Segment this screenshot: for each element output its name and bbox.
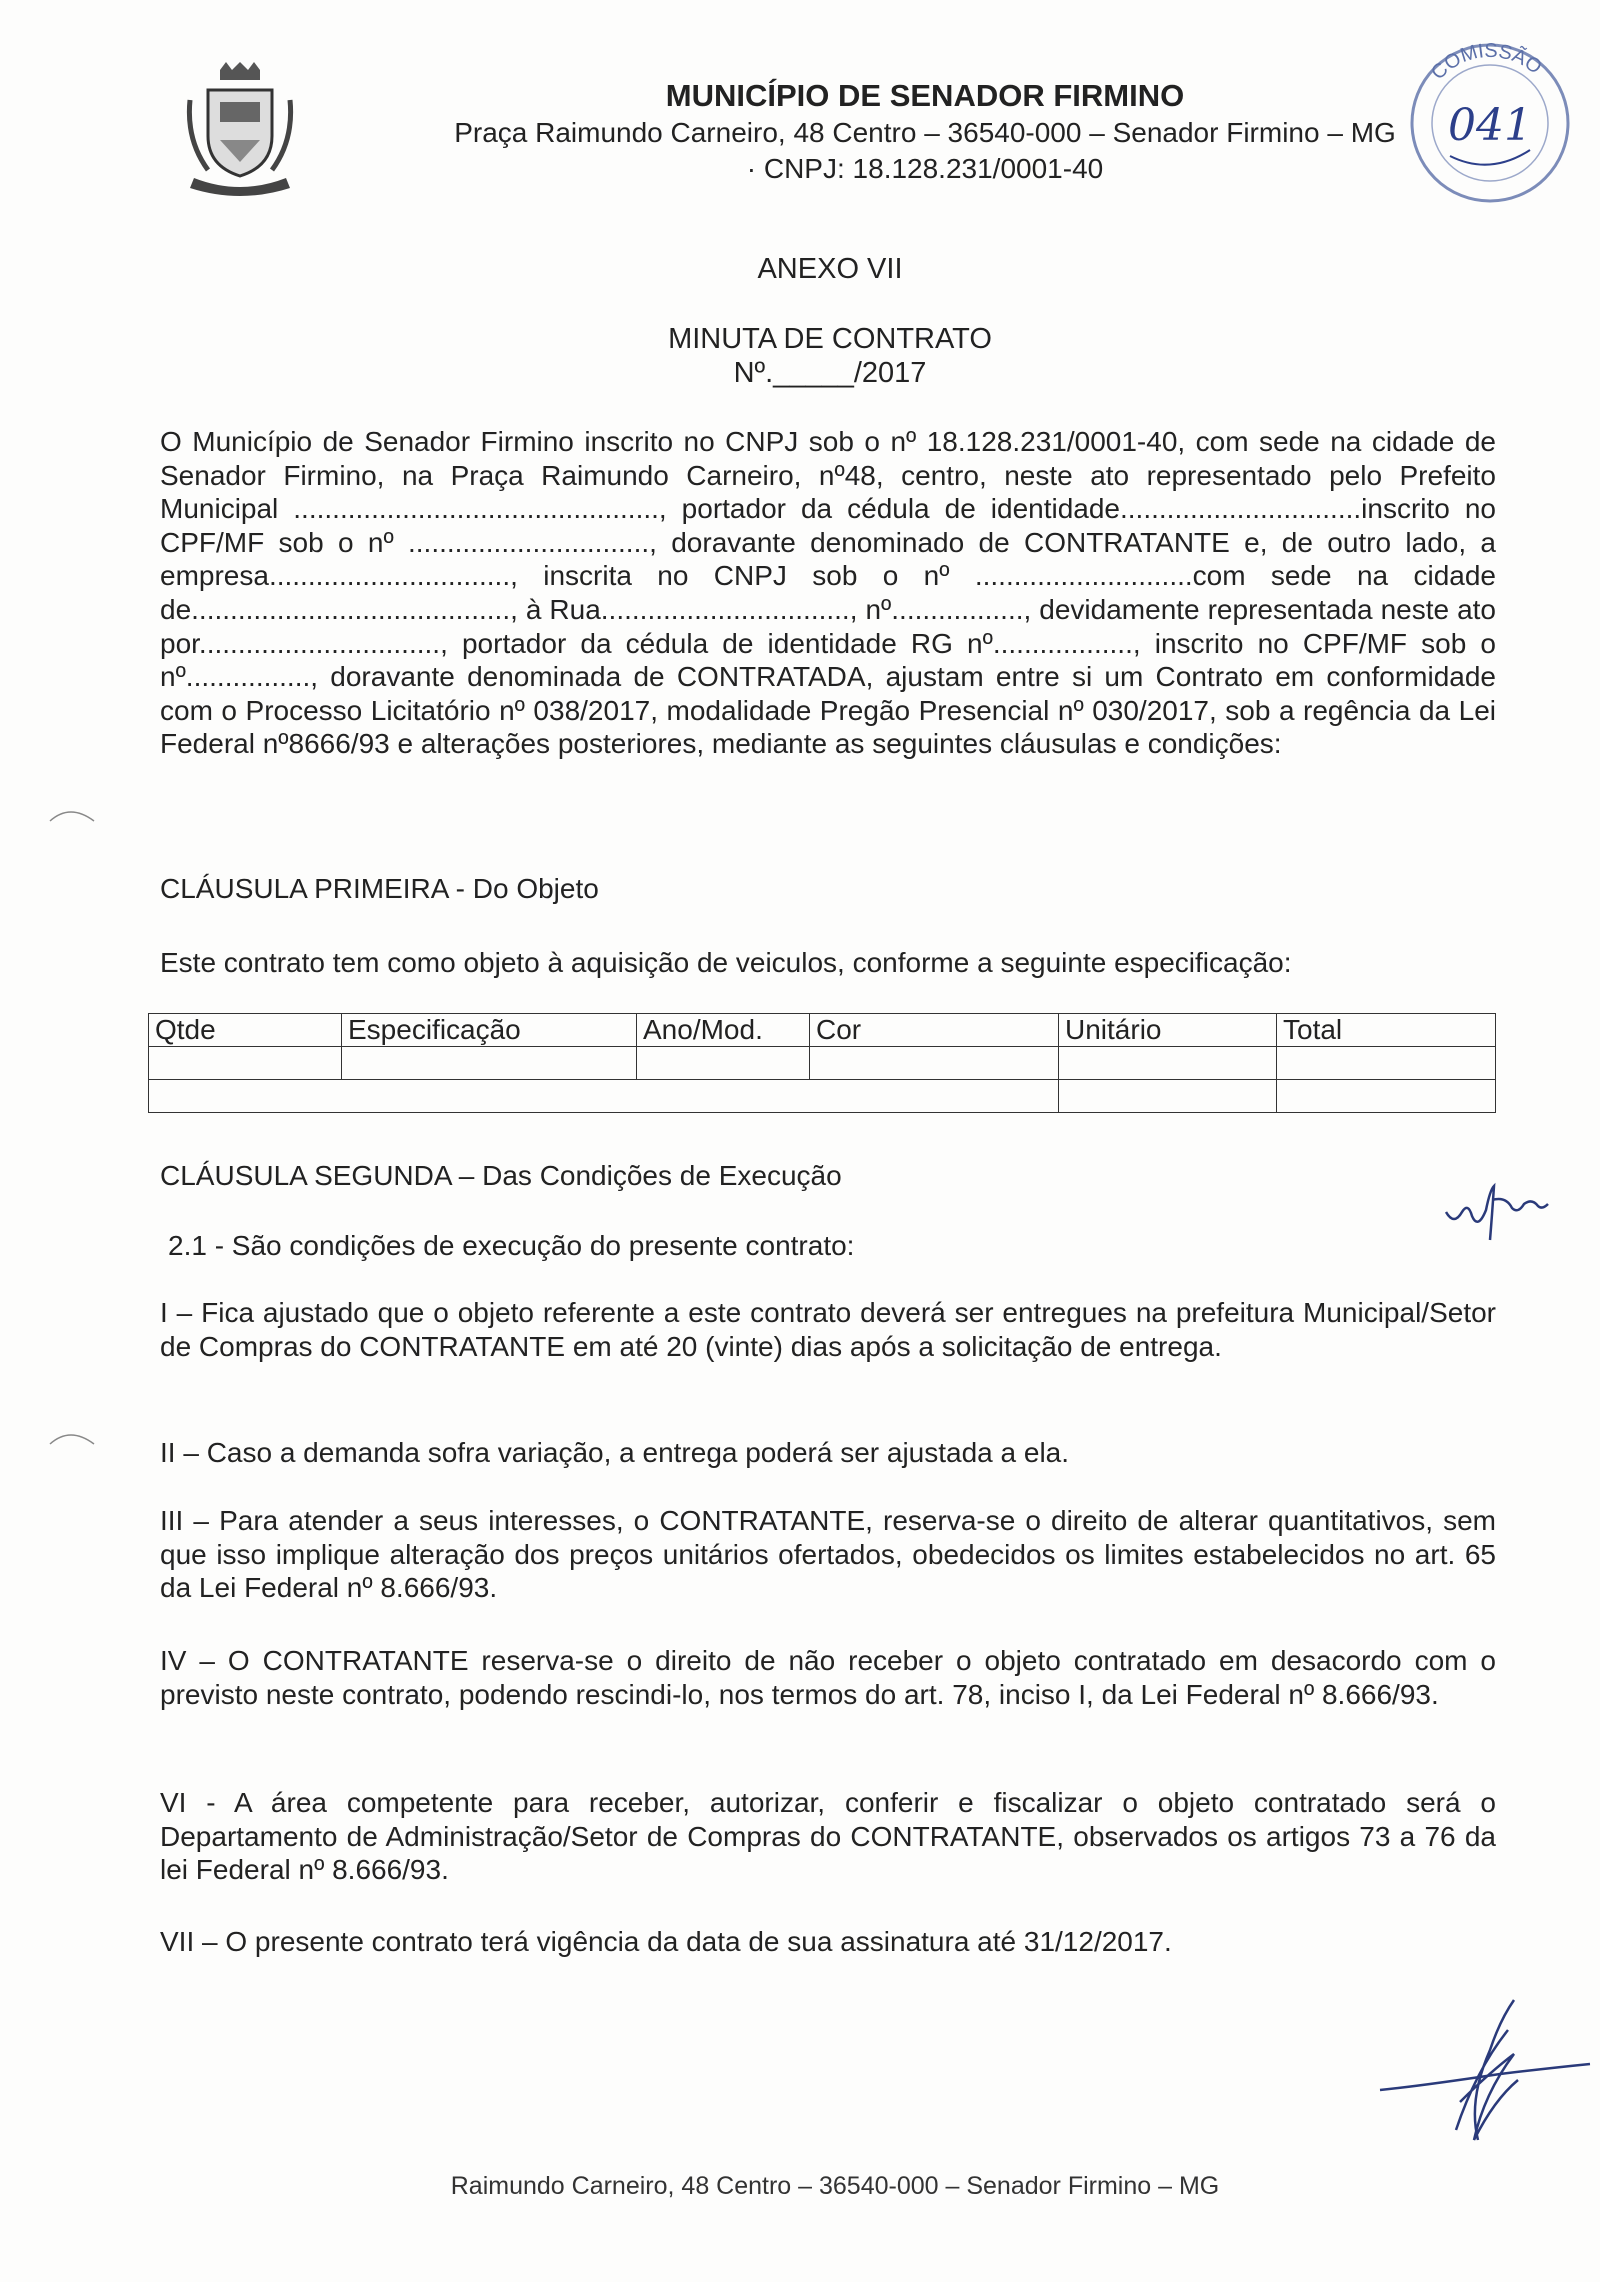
intro-paragraph: O Município de Senador Firmino inscrito no CNPJ sob o nº 18.128.231/0001-40, com sede na cidade de Senador Firmino, na Praça Raimundo Carneiro, nº48, centro, neste ato representado pelo Prefeito Municipal ..............................................., portador da cédula de identidade...............................inscrito no CPF/MF sob o nº ..............................., doravante denominado de CONTRATANTE e, de outro lado, a empresa..............................., inscrita no CNPJ sob o nº ............................com sede na cidade de........................................., à Rua................................, nº................., devidamente representada neste ato por..............................., portador da cédula de identidade RG nº.................., inscrito no CPF/MF sob o nº................, doravante denominada de CONTRATADA, ajustam entre si um Contrato em conformidade com o Processo Licitatório nº 038/2017, modalidade Pregão Presencial nº 030/2017, sob a regência da Lei Federal nº8666/93 e alterações posteriores, mediante as seguintes cláusulas e condições: (160, 426, 1496, 760)
vehicle-specification-table (148, 1013, 1496, 1113)
page-footer: Raimundo Carneiro, 48 Centro – 36540-000 – Senador Firmino – MG (450, 2172, 1220, 2200)
col-especificacao: Especificação (342, 1014, 637, 1047)
table-header-row (149, 1014, 1496, 1047)
clause-one-text: Este contrato tem como objeto à aquisição de veiculos, conforme a seguinte especificação: (160, 947, 1292, 978)
clause-two-heading: CLÁUSULA SEGUNDA – Das Condições de Execução (160, 1160, 842, 1191)
contract-number: Nº._____/2017 (733, 357, 927, 389)
clause-two-intro: 2.1 - São condições de execução do presente contrato: (168, 1230, 855, 1261)
handwritten-signature (1360, 1990, 1600, 2150)
annex-title: ANEXO VII (757, 253, 903, 285)
handwritten-initials (1440, 1170, 1550, 1250)
col-qtde: Qtde (149, 1014, 342, 1047)
clause-item-vi: VI - A área competente para receber, autorizar, conferir e fiscalizar o objeto contratado será o Departamento de Administração/Setor de Compras do CONTRATANTE, observados os artigos 73 a 76 da lei Federal nº 8.666/93. (160, 1787, 1496, 1886)
col-total: Total (1277, 1014, 1496, 1047)
col-unitario: Unitário (1059, 1014, 1277, 1047)
margin-mark (46, 1428, 96, 1448)
stamp-top-text: COMISSÃO (1427, 39, 1546, 85)
clause-item-ii: II – Caso a demanda sofra variação, a entrega poderá ser ajustada a ela. (160, 1437, 1070, 1468)
document-title: MINUTA DE CONTRATO (668, 323, 992, 355)
clause-item-iv: IV – O CONTRATANTE reserva-se o direito de não receber o objeto contratado em desacordo com o previsto neste contrato, podendo rescindi-lo, nos termos do art. 78, inciso I, da Lei Federal nº 8.666/93. (160, 1645, 1496, 1710)
table-row (149, 1080, 1496, 1113)
clause-item-i: I – Fica ajustado que o objeto referente a este contrato deverá ser entregues na prefeitura Municipal/Setor de Compras do CONTRATANTE em até 20 (vinte) dias após a solicitação de entrega. (160, 1297, 1496, 1362)
commission-stamp (1390, 28, 1590, 218)
clause-item-vii: VII – O presente contrato terá vigência da data de sua assinatura até 31/12/2017. (160, 1926, 1172, 1957)
col-ano-mod: Ano/Mod. (637, 1014, 810, 1047)
col-cor: Cor (810, 1014, 1059, 1047)
clause-one-heading: CLÁUSULA PRIMEIRA - Do Objeto (160, 873, 599, 904)
stamp-number: 041 (1448, 100, 1532, 151)
table-row (149, 1047, 1496, 1080)
margin-mark (46, 805, 96, 825)
municipality-cnpj: · CNPJ: 18.128.231/0001-40 (746, 153, 1104, 184)
municipality-title: MUNICÍPIO DE SENADOR FIRMINO (665, 78, 1185, 113)
municipality-address: Praça Raimundo Carneiro, 48 Centro – 36540-000 – Senador Firmino – MG (454, 117, 1396, 148)
clause-item-iii: III – Para atender a seus interesses, o CONTRATANTE, reserva-se o direito de alterar quantitativos, sem que isso implique alteração dos preços unitários ofertados, obedecidos os limites estabelecidos no art. 65 da Lei Federal nº 8.666/93. (160, 1505, 1496, 1604)
